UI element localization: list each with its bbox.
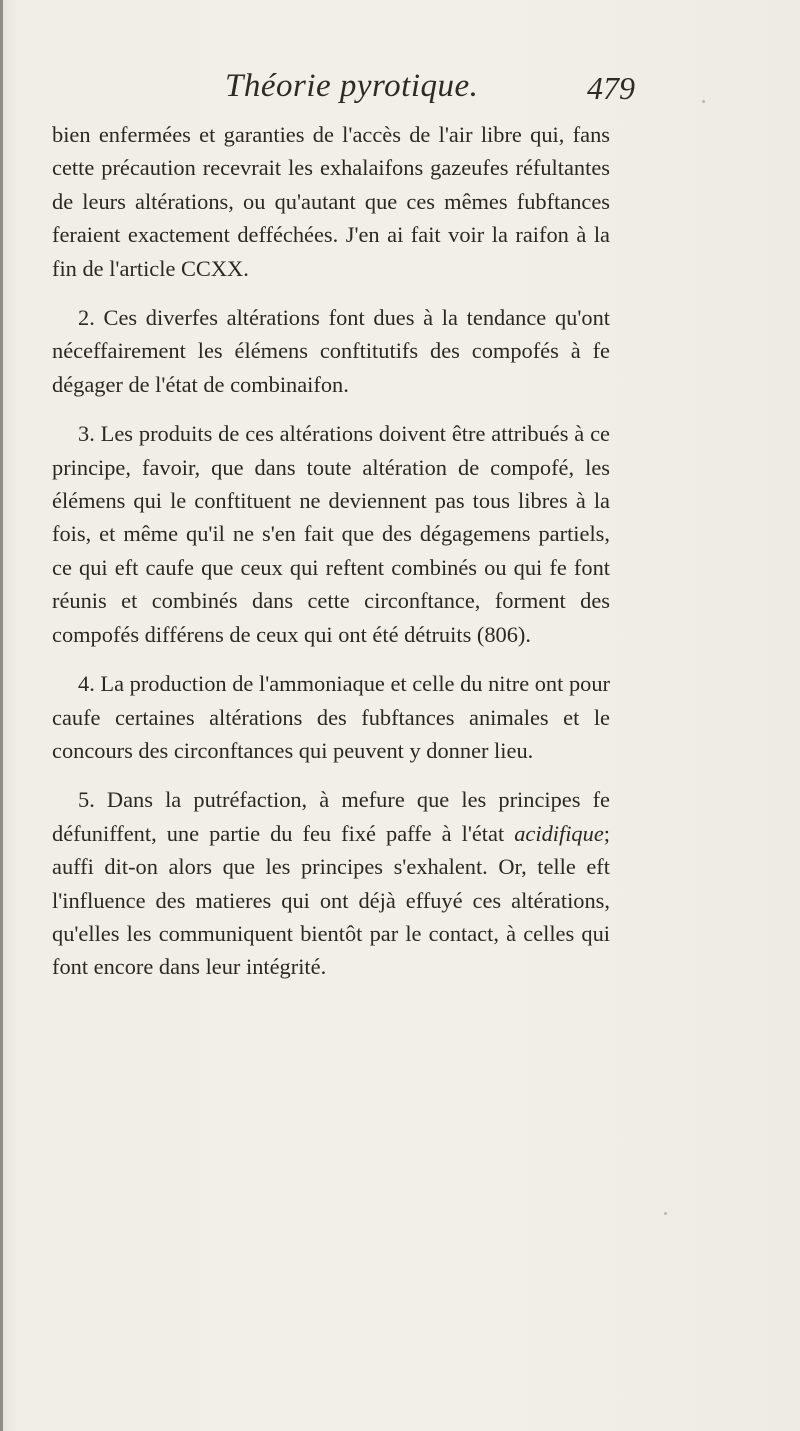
paragraph-item-5-start: 5. Dans la putréfaction, à mefure que les principes fe défuniffent, une partie du feu fixé paffe à l'état [52, 787, 610, 846]
running-title: Théorie pyrotique. [225, 68, 479, 104]
paper-speck [664, 1212, 667, 1215]
paragraph-item-2: 2. Ces diverfes altérations font dues à la tendance qu'ont néceffairement les élémens conftitutifs des compofés à fe dégager de l'état de combinaifon. [52, 305, 610, 397]
paragraph-item-5 [52, 783, 610, 983]
paper-speck [702, 100, 705, 103]
page-gutter-edge [0, 0, 3, 1431]
body-text [52, 118, 610, 984]
italic-term: acidifique [514, 820, 604, 846]
paragraph-continuation: bien enfermées et garanties de l'accès de l'air libre qui, fans cette précaution recevrait les exhalaifons gazeufes réfultantes de leurs altérations, ou qu'autant que ces mêmes fubftances feraient exactement defféchées. J'en ai fait voir la raifon à la fin de l'article CCXX. [52, 122, 610, 281]
page-number: 479 [587, 70, 635, 106]
page-header [0, 68, 800, 108]
paragraph-item-4: 4. La production de l'ammoniaque et celle du nitre ont pour caufe certaines altérations des fubftances animales et le concours des circonftances qui peuvent y donner lieu. [52, 671, 610, 763]
paragraph-item-5-end: ; auffi dit-on alors que les principes s'exhalent. Or, telle eft l'influence des matieres qui ont déjà effuyé ces altérations, qu'elles les communiquent bientôt par le contact, à celles qui font encore dans leur intégrité. [52, 820, 610, 980]
paragraph-item-3: 3. Les produits de ces altérations doivent être attribués à ce principe, favoir, que dans toute altération de compofé, les élémens qui le conftituent ne deviennent pas tous libres à la fois, et même qu'il ne s'en fait que des dégagemens partiels, ce qui eft caufe que ceux qui reftent combinés ou qui fe font réunis et combinés dans cette circonftance, forment des compofés différens de ceux qui ont été détruits (806). [52, 421, 610, 647]
